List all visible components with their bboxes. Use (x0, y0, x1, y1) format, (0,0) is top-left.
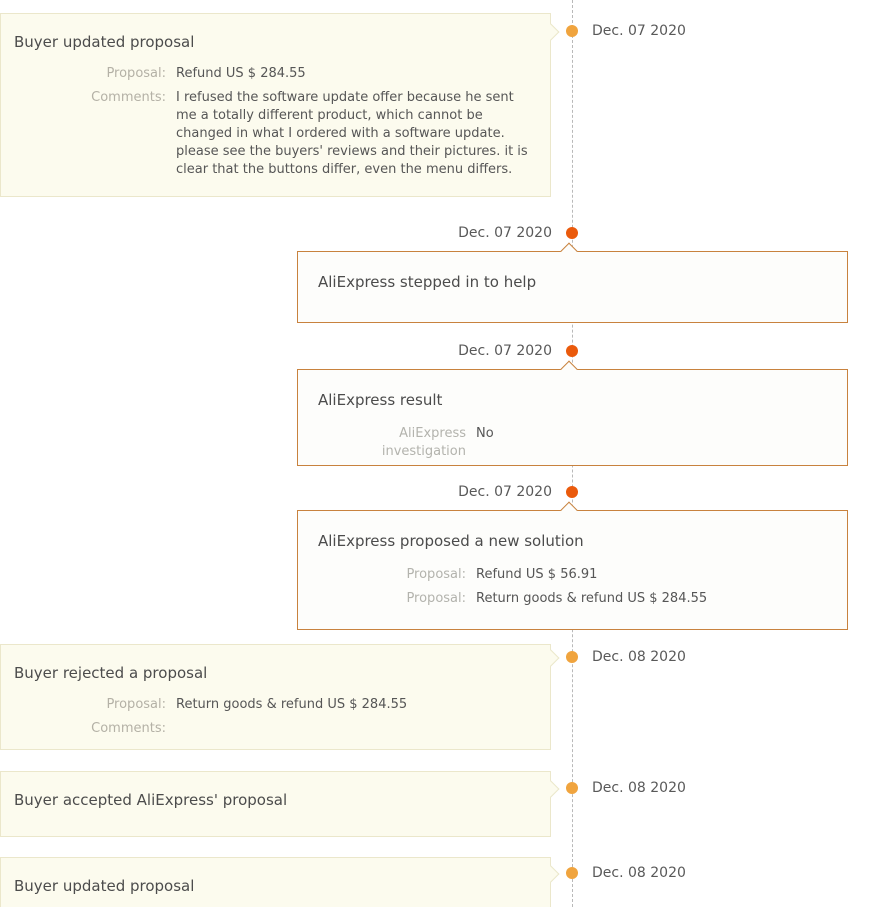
event-date: Dec. 07 2020 (458, 343, 552, 359)
row-label: Proposal: (406, 567, 466, 582)
row-label: Comments: (91, 721, 166, 736)
event-card-buyer-accepted-proposal (0, 771, 551, 837)
row-value: Return goods & refund US $ 284.55 (176, 697, 408, 712)
comments-row (14, 720, 536, 738)
event-rows (14, 65, 536, 179)
event-card-buyer-updated-proposal (0, 13, 551, 197)
row-value: I refused the software update offer because he sent me a totally different product, which cannot be changed in what I ordered with a software update. please see the buyers' reviews and their pictures. it is clear that the buttons differ, even the menu differs. (176, 90, 528, 177)
event-rows (14, 696, 536, 738)
event-date: Dec. 07 2020 (458, 225, 552, 241)
timeline-dot-icon (566, 486, 578, 498)
proposal-row (318, 590, 827, 608)
row-label: Comments: (91, 90, 166, 105)
event-title: AliExpress proposed a new solution (318, 532, 584, 550)
row-label: AliExpress investigation (381, 426, 466, 459)
row-value: No (476, 426, 494, 441)
event-date: Dec. 08 2020 (592, 649, 686, 665)
event-date: Dec. 08 2020 (592, 780, 686, 796)
event-date: Dec. 07 2020 (458, 484, 552, 500)
row-label: Proposal: (106, 66, 166, 81)
event-card-aliexpress-proposed-solution (297, 510, 848, 630)
event-card-aliexpress-stepped-in (297, 251, 848, 323)
event-date: Dec. 08 2020 (592, 865, 686, 881)
proposal-row (318, 566, 827, 584)
row-label: Proposal: (106, 697, 166, 712)
event-title: Buyer accepted AliExpress' proposal (14, 791, 288, 809)
event-title: AliExpress stepped in to help (318, 273, 537, 291)
timeline-dot-icon (566, 782, 578, 794)
event-title: AliExpress result (318, 391, 443, 409)
row-label: Proposal: (406, 591, 466, 606)
event-title: Buyer updated proposal (14, 33, 195, 51)
row-value: Refund US $ 284.55 (176, 66, 306, 81)
event-date: Dec. 07 2020 (592, 23, 686, 39)
timeline-dot-icon (566, 345, 578, 357)
investigation-row (318, 425, 827, 461)
event-card-buyer-rejected-proposal (0, 644, 551, 750)
event-rows (318, 566, 827, 608)
proposal-row (14, 65, 536, 83)
comments-row (14, 89, 536, 179)
timeline-dot-icon (566, 227, 578, 239)
row-value: Return goods & refund US $ 284.55 (476, 591, 708, 606)
event-rows (318, 425, 827, 461)
event-card-buyer-updated-proposal-2 (0, 857, 551, 907)
timeline-dot-icon (566, 25, 578, 37)
event-title: Buyer rejected a proposal (14, 664, 208, 682)
event-card-aliexpress-result (297, 369, 848, 466)
row-value: Refund US $ 56.91 (476, 567, 598, 582)
proposal-row (14, 696, 536, 714)
timeline-dot-icon (566, 651, 578, 663)
timeline-dot-icon (566, 867, 578, 879)
event-title: Buyer updated proposal (14, 877, 195, 895)
